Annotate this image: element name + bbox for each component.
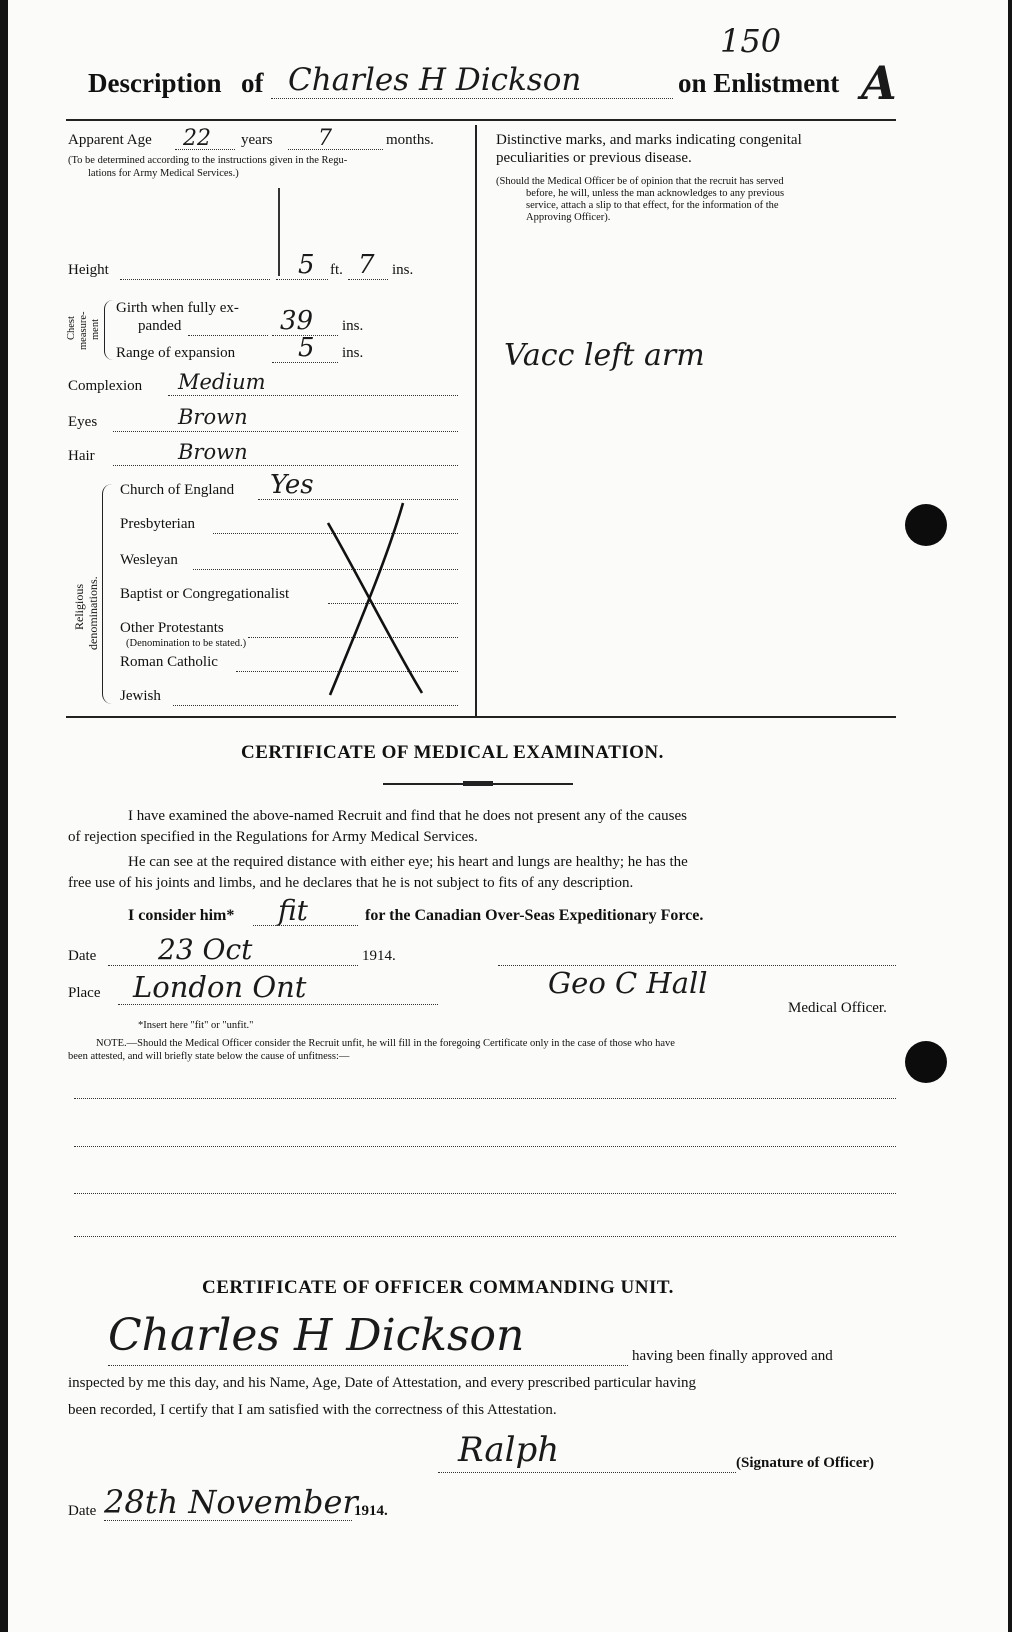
punch-hole-bottom	[905, 1041, 947, 1083]
height-ft: 5	[298, 250, 315, 280]
marks-note-1: (Should the Medical Officer be of opinion that the recruit has served	[496, 176, 784, 187]
chest-label-2: measure-	[78, 311, 89, 350]
height-in: 7	[358, 250, 375, 280]
baptist-label: Baptist or Congregationalist	[120, 586, 290, 602]
church-of-england-value: Yes	[270, 470, 314, 500]
commanding-name-signature: Charles H Dickson	[108, 1310, 525, 1361]
unfitness-line-2	[74, 1146, 896, 1147]
insert-note: *Insert here "fit" or "unfit."	[138, 1020, 254, 1031]
denomination-note: (Denomination to be stated.)	[126, 638, 247, 649]
medical-para1-line2: of rejection specified in the Regulations for Army Medical Services.	[68, 829, 478, 845]
medical-para1-line1: I have examined the above-named Recruit and find that he does not present any of the causes	[128, 808, 687, 824]
girth-label-2: panded	[138, 318, 182, 334]
attestation-page	[8, 0, 1008, 1632]
marks-note-3: service, attach a slip to that effect, for the information of the	[526, 200, 779, 211]
commanding-title: CERTIFICATE OF OFFICER COMMANDING UNIT.	[202, 1277, 674, 1298]
commanding-officer-signature: Ralph	[458, 1430, 560, 1470]
jewish-label: Jewish	[120, 688, 161, 704]
medical-officer-label: Medical Officer.	[788, 1000, 887, 1016]
presbyterian-label: Presbyterian	[120, 516, 195, 532]
marks-note-4: Approving Officer).	[526, 212, 611, 223]
commanding-date-value: 28th November	[104, 1483, 358, 1521]
chest-label-3: ment	[90, 319, 101, 340]
unfitness-line-4	[74, 1236, 896, 1237]
other-protestants-label: Other Protestants	[120, 620, 224, 636]
hair-value: Brown	[178, 440, 248, 464]
marks-heading-1: Distinctive marks, and marks indicating congenital	[496, 132, 802, 148]
marks-value: Vacc left arm	[504, 338, 705, 373]
range-value: 5	[298, 333, 315, 363]
age-label: Apparent Age	[68, 132, 152, 148]
consider-suffix: for the Canadian Over-Seas Expeditionary Force.	[365, 907, 704, 924]
punch-hole-top	[905, 504, 947, 546]
marks-note-2: before, he will, unless the man acknowledges to any previous	[526, 188, 785, 199]
hair-label: Hair	[68, 448, 95, 464]
wesleyan-label: Wesleyan	[120, 552, 178, 568]
roman-catholic-label: Roman Catholic	[120, 654, 218, 670]
marks-heading-2: peculiarities or previous disease.	[496, 150, 692, 166]
church-of-england-label: Church of England	[120, 482, 235, 498]
medical-place-label: Place	[68, 985, 101, 1001]
title-suffix: on Enlistment	[678, 68, 840, 98]
religion-side-label-1: Religious	[72, 583, 86, 630]
eyes-label: Eyes	[68, 414, 98, 430]
girth-value: 39	[280, 306, 314, 336]
age-months: 7	[318, 126, 332, 151]
range-unit: ins.	[342, 345, 364, 361]
title-prefix: Description	[88, 68, 222, 98]
range-label: Range of expansion	[116, 345, 236, 361]
commanding-line2: inspected by me this day, and his Name, Age, Date of Attestation, and every prescribed particular having	[68, 1375, 697, 1391]
medical-note-line2: been attested, and will briefly state below the cause of unfitness:—	[68, 1051, 350, 1062]
medical-place-value: London Ont	[133, 970, 307, 1004]
complexion-label: Complexion	[68, 378, 143, 394]
medical-note-line1: NOTE.—Should the Medical Officer consider the Recruit unfit, he will fill in the foregoing Certificate only in the case of those who have	[96, 1038, 675, 1049]
religion-side-label-2: denominations.	[86, 576, 100, 650]
title-of: of	[241, 68, 264, 98]
page-letter: A	[861, 56, 897, 110]
medical-date-label: Date	[68, 948, 97, 964]
commanding-line3: been recorded, I certify that I am satisfied with the correctness of this Attestation.	[68, 1402, 557, 1418]
eyes-value: Brown	[178, 405, 248, 429]
recruit-name: Charles H Dickson	[288, 62, 582, 98]
girth-unit: ins.	[342, 318, 364, 334]
medical-para2-line1: He can see at the required distance with either eye; his heart and lungs are healthy; he has the	[128, 854, 688, 870]
commanding-line1-suffix: having been finally approved and	[632, 1348, 833, 1364]
ft-label: ft.	[330, 262, 343, 278]
girth-label-1: Girth when fully ex-	[116, 300, 239, 316]
page-number: 150	[720, 22, 782, 60]
medical-date-value: 23 Oct	[158, 933, 253, 966]
unfitness-line-1	[74, 1098, 896, 1099]
medical-title: CERTIFICATE OF MEDICAL EXAMINATION.	[241, 742, 664, 763]
commanding-date-year: 1914.	[354, 1503, 388, 1519]
complexion-value: Medium	[178, 370, 266, 394]
age-years: 22	[183, 126, 211, 151]
commanding-date-label: Date	[68, 1503, 97, 1519]
commanding-signature-label: (Signature of Officer)	[736, 1455, 875, 1471]
medical-date-year: 1914.	[362, 948, 396, 964]
medical-officer-signature: Geo C Hall	[548, 966, 708, 1000]
unfitness-line-3	[74, 1193, 896, 1194]
medical-para2-line2: free use of his joints and limbs, and he declares that he is not subject to fits of any description.	[68, 875, 634, 891]
age-note-1: (To be determined according to the instructions given in the Regu-	[68, 155, 348, 166]
age-note-2: lations for Army Medical Services.)	[88, 168, 239, 179]
consider-value: fit	[278, 894, 308, 927]
months-label: months.	[386, 132, 434, 148]
chest-label-1: Chest	[66, 316, 77, 340]
ins-label: ins.	[392, 262, 414, 278]
height-label: Height	[68, 262, 109, 278]
consider-prefix: I consider him*	[128, 907, 235, 924]
cross-out-mark	[318, 495, 428, 705]
years-label: years	[241, 132, 273, 148]
